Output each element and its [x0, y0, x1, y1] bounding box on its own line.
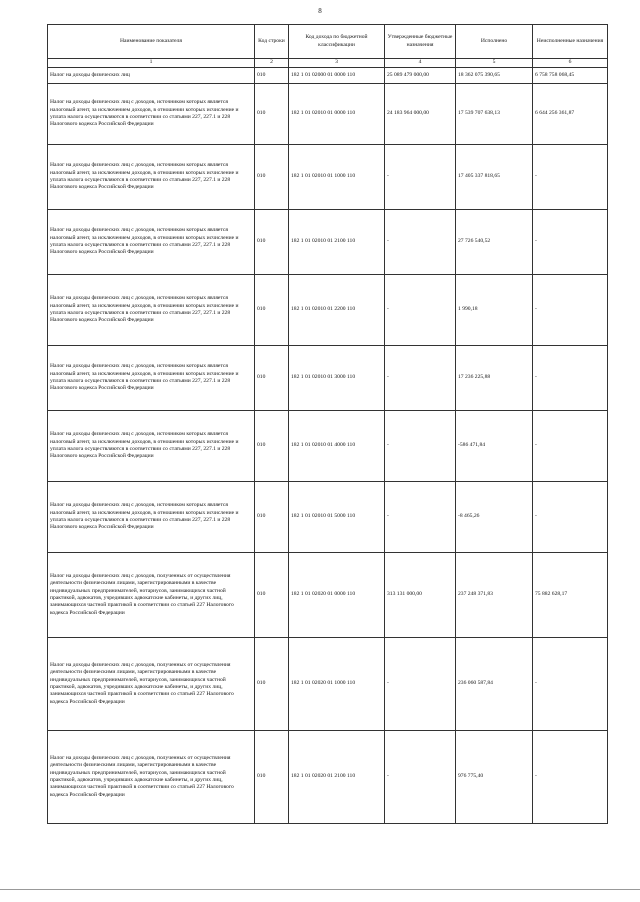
indicator-name: Налог на доходы физических лиц с доходов, источником которых является налоговый агент, за исключением доходов, в отношении которых исчисление и уплата налога осуществляются в соответствии со статьями 227, 227.1 и 228 Налогового кодекса Российской Федерации [48, 275, 255, 346]
column-header-line: Код строки [255, 25, 289, 59]
budget-execution-table [47, 24, 608, 824]
executed-amount: 18 362 075 390,65 [456, 68, 533, 84]
executed-amount: 27 726 540,52 [456, 210, 533, 275]
line-code: 010 [255, 145, 289, 210]
income-code: 182 1 01 02010 01 0000 110 [289, 84, 385, 145]
approved-amount: - [385, 275, 456, 346]
column-header-approved: Утвержденные бюджетные назначения [385, 25, 456, 59]
approved-amount: - [385, 411, 456, 482]
executed-amount: 17 405 337 818,65 [456, 145, 533, 210]
income-code: 182 1 01 02020 01 1000 110 [289, 638, 385, 731]
table-row [48, 731, 608, 824]
approved-amount: - [385, 482, 456, 553]
line-code: 010 [255, 411, 289, 482]
indicator-name: Налог на доходы физических лиц с доходов, полученных от осуществления деятельности физическими лицами, зарегистрированными в качестве индивидуальных предпринимателей, нотариусов, занимающихся частной практикой, адвокатов, учредивших адвокатские кабинеты, и других лиц, занимающихся частной практикой в соответствии со статьей 227 Налогового кодекса Российской Федерации [48, 638, 255, 731]
table-row [48, 68, 608, 84]
indicator-name: Налог на доходы физических лиц с доходов, источником которых является налоговый агент, за исключением доходов, в отношении которых исчисление и уплата налога осуществляются в соответствии со статьями 227, 227.1 и 228 Налогового кодекса Российской Федерации [48, 411, 255, 482]
table-row [48, 210, 608, 275]
column-number: 6 [533, 59, 608, 68]
executed-amount: -586 471,84 [456, 411, 533, 482]
unexecuted-amount: - [533, 346, 608, 411]
indicator-name: Налог на доходы физических лиц с доходов, полученных от осуществления деятельности физическими лицами, зарегистрированными в качестве индивидуальных предпринимателей, нотариусов, занимающихся частной практикой, адвокатов, учредивших адвокатские кабинеты, и других лиц, занимающихся частной практикой в соответствии со статьей 227 Налогового кодекса Российской Федерации [48, 731, 255, 824]
income-code: 182 1 01 02010 01 2200 110 [289, 275, 385, 346]
executed-amount: -8 465,26 [456, 482, 533, 553]
unexecuted-amount: - [533, 145, 608, 210]
indicator-name: Налог на доходы физических лиц с доходов, полученных от осуществления деятельности физическими лицами, зарегистрированными в качестве индивидуальных предпринимателей, нотариусов, занимающихся частной практикой, адвокатов, учредивших адвокатские кабинеты, и других лиц, занимающихся частной практикой в соответствии со статьей 227 Налогового кодекса Российской Федерации [48, 553, 255, 638]
income-code: 182 1 01 02010 01 3000 110 [289, 346, 385, 411]
column-header-name: Наименование показателя [48, 25, 255, 59]
line-code: 010 [255, 68, 289, 84]
unexecuted-amount: - [533, 411, 608, 482]
approved-amount: 313 131 000,00 [385, 553, 456, 638]
income-code: 182 1 01 02000 01 0000 110 [289, 68, 385, 84]
income-code: 182 1 01 02020 01 0000 110 [289, 553, 385, 638]
approved-amount: - [385, 346, 456, 411]
line-code: 010 [255, 638, 289, 731]
page-number: 8 [318, 7, 322, 15]
approved-amount: - [385, 731, 456, 824]
unexecuted-amount: - [533, 275, 608, 346]
table-row [48, 84, 608, 145]
approved-amount: - [385, 145, 456, 210]
column-header-code: Код дохода по бюджетной классификации [289, 25, 385, 59]
column-number: 4 [385, 59, 456, 68]
line-code: 010 [255, 731, 289, 824]
unexecuted-amount: 75 882 628,17 [533, 553, 608, 638]
line-code: 010 [255, 84, 289, 145]
table-row [48, 411, 608, 482]
income-code: 182 1 01 02010 01 1000 110 [289, 145, 385, 210]
line-code: 010 [255, 553, 289, 638]
column-number: 2 [255, 59, 289, 68]
column-number-row [48, 59, 608, 68]
page-bottom-rule [0, 889, 640, 890]
unexecuted-amount: - [533, 731, 608, 824]
line-code: 010 [255, 210, 289, 275]
unexecuted-amount: 6 644 256 361,87 [533, 84, 608, 145]
indicator-name: Налог на доходы физических лиц с доходов, источником которых является налоговый агент, за исключением доходов, в отношении которых исчисление и уплата налога осуществляются в соответствии со статьями 227, 227.1 и 228 Налогового кодекса Российской Федерации [48, 84, 255, 145]
approved-amount: - [385, 210, 456, 275]
unexecuted-amount: - [533, 638, 608, 731]
executed-amount: 1 990,18 [456, 275, 533, 346]
line-code: 010 [255, 275, 289, 346]
table-header-row [48, 25, 608, 59]
approved-amount: 25 089 479 000,00 [385, 68, 456, 84]
table-row [48, 145, 608, 210]
column-number: 1 [48, 59, 255, 68]
table-row [48, 346, 608, 411]
executed-amount: 236 060 587,84 [456, 638, 533, 731]
executed-amount: 237 248 371,83 [456, 553, 533, 638]
executed-amount: 976 775,40 [456, 731, 533, 824]
unexecuted-amount: 6 758 758 068,45 [533, 68, 608, 84]
income-code: 182 1 01 02010 01 4000 110 [289, 411, 385, 482]
column-number: 3 [289, 59, 385, 68]
executed-amount: 17 539 707 638,13 [456, 84, 533, 145]
unexecuted-amount: - [533, 210, 608, 275]
indicator-name: Налог на доходы физических лиц с доходов, источником которых является налоговый агент, за исключением доходов, в отношении которых исчисление и уплата налога осуществляются в соответствии со статьями 227, 227.1 и 228 Налогового кодекса Российской Федерации [48, 482, 255, 553]
approved-amount: 24 183 964 000,00 [385, 84, 456, 145]
table-row [48, 638, 608, 731]
income-code: 182 1 01 02010 01 2100 110 [289, 210, 385, 275]
executed-amount: 17 236 225,88 [456, 346, 533, 411]
table-row [48, 553, 608, 638]
column-header-unexecuted: Неисполненные назначения [533, 25, 608, 59]
income-code: 182 1 01 02010 01 5000 110 [289, 482, 385, 553]
line-code: 010 [255, 482, 289, 553]
indicator-name: Налог на доходы физических лиц с доходов, источником которых является налоговый агент, за исключением доходов, в отношении которых исчисление и уплата налога осуществляются в соответствии со статьями 227, 227.1 и 228 Налогового кодекса Российской Федерации [48, 210, 255, 275]
column-header-executed: Исполнено [456, 25, 533, 59]
table-row [48, 482, 608, 553]
approved-amount: - [385, 638, 456, 731]
income-code: 182 1 01 02020 01 2100 110 [289, 731, 385, 824]
indicator-name: Налог на доходы физических лиц с доходов, источником которых является налоговый агент, за исключением доходов, в отношении которых исчисление и уплата налога осуществляются в соответствии со статьями 227, 227.1 и 228 Налогового кодекса Российской Федерации [48, 346, 255, 411]
column-number: 5 [456, 59, 533, 68]
indicator-name: Налог на доходы физических лиц [48, 68, 255, 84]
indicator-name: Налог на доходы физических лиц с доходов, источником которых является налоговый агент, за исключением доходов, в отношении которых исчисление и уплата налога осуществляются в соответствии со статьями 227, 227.1 и 228 Налогового кодекса Российской Федерации [48, 145, 255, 210]
line-code: 010 [255, 346, 289, 411]
unexecuted-amount: - [533, 482, 608, 553]
table-row [48, 275, 608, 346]
